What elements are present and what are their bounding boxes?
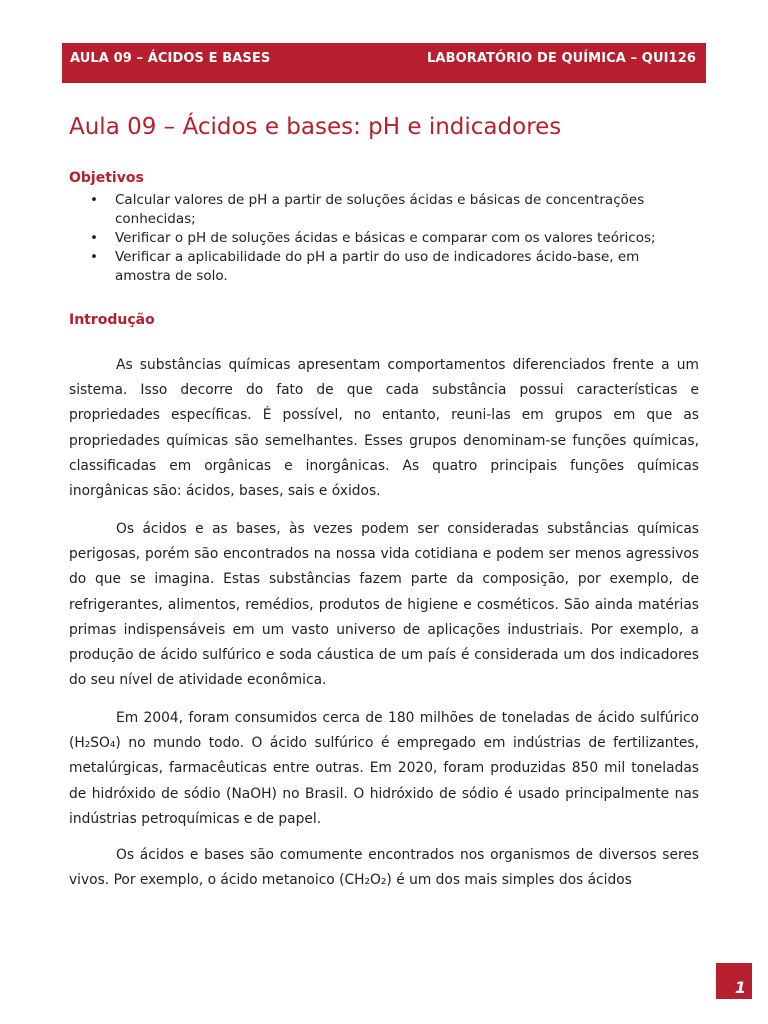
header-bar (62, 43, 706, 83)
page-number: 1 (734, 978, 746, 997)
bullet-icon: • (90, 230, 98, 246)
list-item (90, 191, 690, 229)
bullet-icon: • (90, 192, 98, 208)
objetivo-text: Verificar o pH de soluções ácidas e básicas e comparar com os valores teóricos; (115, 230, 656, 246)
header-lesson-label: AULA 09 – ÁCIDOS E BASES (70, 51, 271, 66)
intro-paragraph-3: Em 2004, foram consumidos cerca de 180 milhões de toneladas de ácido sulfúrico (H₂SO₄) no mundo todo. O ácido sulfúrico é empregado em indústrias de fertilizantes, metalúrgicas, farmacêuticas entre outras. Em 2020, foram produzidas 850 mil toneladas de hidróxido de sódio (NaOH) no Brasil. O hidróxido de sódio é usado principalmente nas indústrias petroquímicas e de papel. (69, 710, 699, 827)
intro-paragraph-2: Os ácidos e as bases, às vezes podem ser consideradas substâncias químicas perigosas, porém são encontrados na nossa vida cotidiana e podem ser menos agressivos do que se imagina. Estas substâncias fazem parte da composição, por exemplo, de refrigerantes, alimentos, remédios, produtos de higiene e cosméticos. São ainda matérias primas indispensáveis em um vasto universo de aplicações industriais. Por exemplo, a produção de ácido sulfúrico e soda cáustica de um país é considerada um dos indicadores do seu nível de atividade econômica. (69, 521, 699, 689)
introducao-heading: Introdução (69, 312, 155, 328)
list-item (90, 229, 690, 248)
objetivo-text: Verificar a aplicabilidade do pH a partir do uso de indicadores ácido-base, em amostra de solo. (115, 249, 640, 284)
objetivos-heading: Objetivos (69, 170, 144, 186)
bullet-icon: • (90, 249, 98, 265)
header-course-label: LABORATÓRIO DE QUÍMICA – QUI126 (427, 51, 696, 66)
intro-paragraph-4: Os ácidos e bases são comumente encontrados nos organismos de diversos seres vivos. Por exemplo, o ácido metanoico (CH₂O₂) é um dos mais simples dos ácidos (69, 847, 699, 889)
list-item (90, 248, 690, 286)
page-title: Aula 09 – Ácidos e bases: pH e indicadores (69, 114, 562, 140)
objetivos-list (90, 191, 690, 286)
page-number-badge (716, 963, 752, 999)
objetivo-text: Calcular valores de pH a partir de soluções ácidas e básicas de concentrações conhecidas; (115, 192, 645, 227)
intro-paragraph-1: As substâncias químicas apresentam comportamentos diferenciados frente a um sistema. Isso decorre do fato de que cada substância possui características e propriedades específicas. É possível, no entanto, reuni-las em grupos em que as propriedades químicas são semelhantes. Esses grupos denominam-se funções químicas, classificadas em orgânicas e inorgânicas. As quatro principais funções químicas inorgânicas são: ácidos, bases, sais e óxidos. (69, 357, 699, 500)
